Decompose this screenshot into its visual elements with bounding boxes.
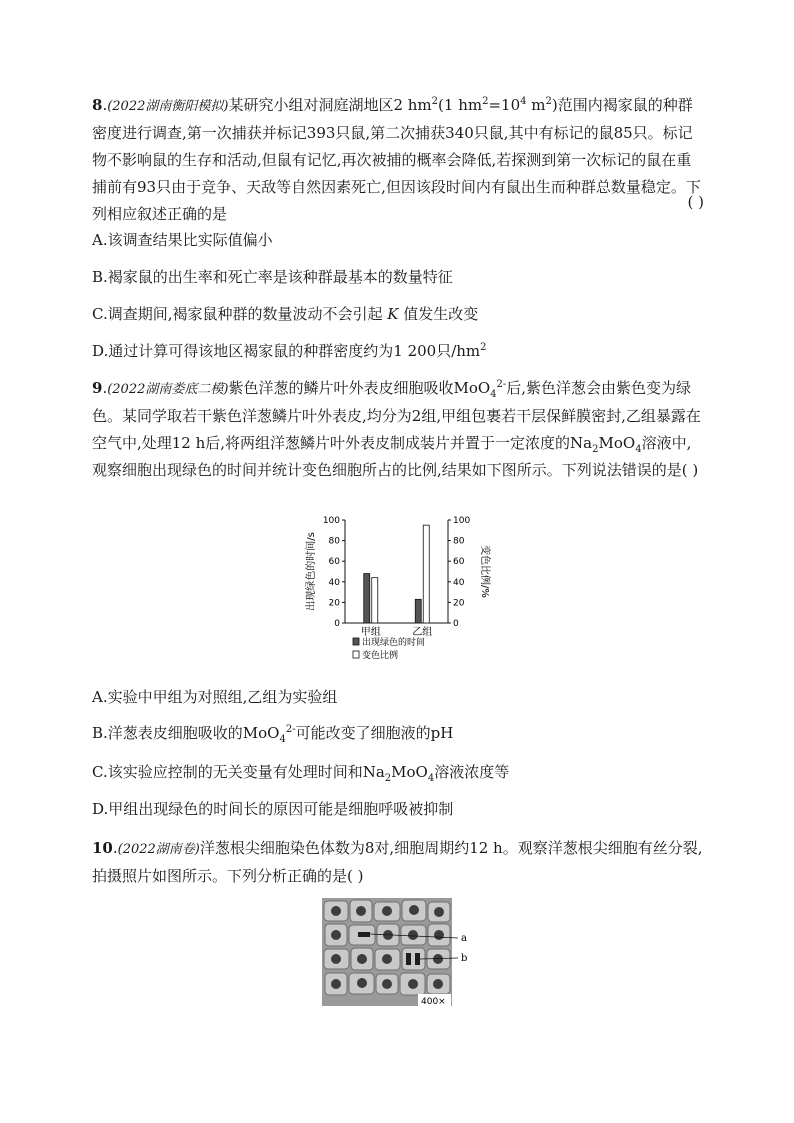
right-axis-title: 变色比例/% [479,545,490,598]
stem-text: )范围内褐家鼠的种群密度进行调查,第一次捕获并标记393只鼠,第二次捕获340只鼠,其中有标记的鼠85只。标记物不影响鼠的生存和活动,但鼠有记忆,再次被捕的概率会降低,若探测到第一次标记的鼠在重捕前有93只由于竞争、天敌等自然因素死亡,但因该段时间内有鼠出生而种群总数量稳定。下列相应叙述正确的是 [92,96,701,223]
option-a[interactable]: A.实验中甲组为对照组,乙组为实验组 [92,688,338,706]
question-source: (2022湖南娄底二模) [107,382,229,397]
sup: 2 [545,96,552,107]
right-tick-label: 40 [453,577,465,588]
option-b[interactable] [92,722,453,744]
stem-text: 某研究小组对洞庭湖地区2 hm [228,96,432,114]
sub: 2 [384,773,392,784]
question-number: 10 [92,839,113,857]
stem-text: MoO [598,434,636,452]
stem-text: 后,紫色洋葱会由紫色变为绿色。某同学取若干紫色洋葱鳞片叶外表皮,均分为2组,甲组包裹若干层保鲜膜密封,乙组暴露在空气中,处理12 h后,将两组洋葱鳞片叶外表皮制成装片并置于一定浓度的Na [92,379,701,452]
magnification-label: 400× [421,997,446,1007]
stem-text: =10 [488,96,521,114]
option-d[interactable] [92,340,487,362]
option-d[interactable]: D.甲组出现绿色的时间长的原因可能是细胞呼吸被抑制 [92,800,454,818]
sup: 2 [480,342,487,353]
micrograph-image [322,898,482,1008]
legend-swatch [353,651,359,658]
question-source: (2022湖南卷) [117,842,200,857]
stem-text: 洋葱根尖细胞染色体数为8对,细胞周期约12 h。观察洋葱根尖细胞有丝分裂,拍摄照片如图所示。下列分析正确的是( ) [92,839,703,885]
right-tick-label: 20 [453,598,465,609]
answer-blank[interactable]: ( ) [687,193,704,211]
option-text: C.该实验应控制的无关变量有处理时间和Na [92,763,385,781]
sub: 2 [592,444,599,455]
sub: 4 [490,389,497,400]
question-source: (2022湖南衡阳模拟) [107,99,229,114]
option-a[interactable]: A.该调查结果比实际值偏小 [92,231,273,249]
bar-ratio [372,578,378,623]
sup: 4 [520,96,527,107]
option-text: D.通过计算可得该地区褐家鼠的种群密度约为1 200只/hm [92,342,481,360]
option-c[interactable] [92,303,478,325]
question-number: 9 [92,379,103,397]
stem-text: (1 hm [438,96,483,114]
right-tick-label: 60 [453,557,465,568]
right-tick-label: 0 [453,619,459,629]
option-text: B.洋葱表皮细胞吸收的MoO [92,724,280,742]
sup: 2- [285,724,296,735]
label-a: a [461,933,467,944]
label-b: b [461,953,468,964]
option-text: 值发生改变 [403,305,479,323]
right-tick-label: 80 [453,536,465,547]
option-b[interactable]: B.褐家鼠的出生率和死亡率是该种群最基本的数量特征 [92,268,453,286]
left-tick-label: 20 [328,598,340,609]
sup: 2- [496,379,507,390]
bar-chart [298,505,498,675]
question-10-stem: 10.(2022湖南卷)洋葱根尖细胞染色体数为8对,细胞周期约12 h。观察洋葱根尖细胞有丝分裂,拍摄照片如图所示。下列分析正确的是( ) [92,839,703,885]
k-symbol: K [387,305,399,323]
bar-time [415,599,421,623]
left-tick-label: 60 [328,557,340,568]
left-tick-label: 40 [328,577,340,588]
right-tick-label: 100 [453,516,471,526]
left-tick-label: 100 [322,516,340,526]
legend-label: 变色比例 [362,651,399,661]
category-label: 乙组 [412,627,433,638]
sup: 2 [482,96,489,107]
stem-text: 溶液中,观察细胞出现绿色的时间并统计变色细胞所占的比例,结果如下图所示。下列说法错误的是( ) [92,434,699,479]
bar-time [364,574,370,623]
sup: 2 [431,96,439,107]
option-text: MoO [391,763,428,781]
sub: 4 [427,773,435,784]
category-label: 甲组 [360,627,381,638]
question-8-stem: 8.(2022湖南衡阳模拟)某研究小组对洞庭湖地区2 $hm^2(1$ $hm^2=10^4$ $m^2$)范围内褐家鼠的种群密度进行调查,第一次捕获并标记393只鼠,第二次捕获340只鼠,其中有标记的鼠85只。标记物不影响鼠的生存和活动,但鼠有记忆,再次被捕的概率会降低,若探测到第一次标记的鼠在重捕前有93只由于竞争、天敌等自然因素死亡,但因该段时间内有鼠出生而种群总数量稳定。下列相应叙述正确的是 ( ) [92,96,704,223]
sub: 4 [635,444,642,455]
left-axis-title: 出现绿色的时间/s [306,532,317,611]
option-text: C.调查期间,褐家鼠种群的数量波动不会引起 [92,305,383,323]
question-9-stem: 9.(2022湖南娄底二模)紫色洋葱的鳞片叶外表皮细胞吸收MoO$_4^{2-}$后,紫色洋葱会由紫色变为绿色。某同学取若干紫色洋葱鳞片叶外表皮,均分为2组,甲组包裹若干层保鲜膜密封,乙组暴露在空气中,处理12 h后,将两组洋葱鳞片叶外表皮制成装片并置于一定浓度的$Na_2MoO_4$溶液中,观察细胞出现绿色的时间并统计变色细胞所占的比例,结果如下图所示。下列说法错误的是( ) [92,379,701,479]
option-text: 可能改变了细胞液的pH [295,724,454,742]
left-tick-label: 80 [328,536,340,547]
bar-ratio [423,525,429,623]
option-text: 溶液浓度等 [434,763,510,781]
stem-text: 紫色洋葱的鳞片叶外表皮细胞吸收MoO [228,379,491,397]
legend-label: 出现绿色的时间 [362,638,426,648]
legend-swatch [353,638,359,645]
left-tick-label: 0 [334,619,340,629]
option-c[interactable] [92,761,509,783]
sub: 4 [279,734,286,745]
question-number: 8 [92,96,103,114]
stem-text: m [526,96,546,114]
cell-a-chromosomes [358,932,370,937]
